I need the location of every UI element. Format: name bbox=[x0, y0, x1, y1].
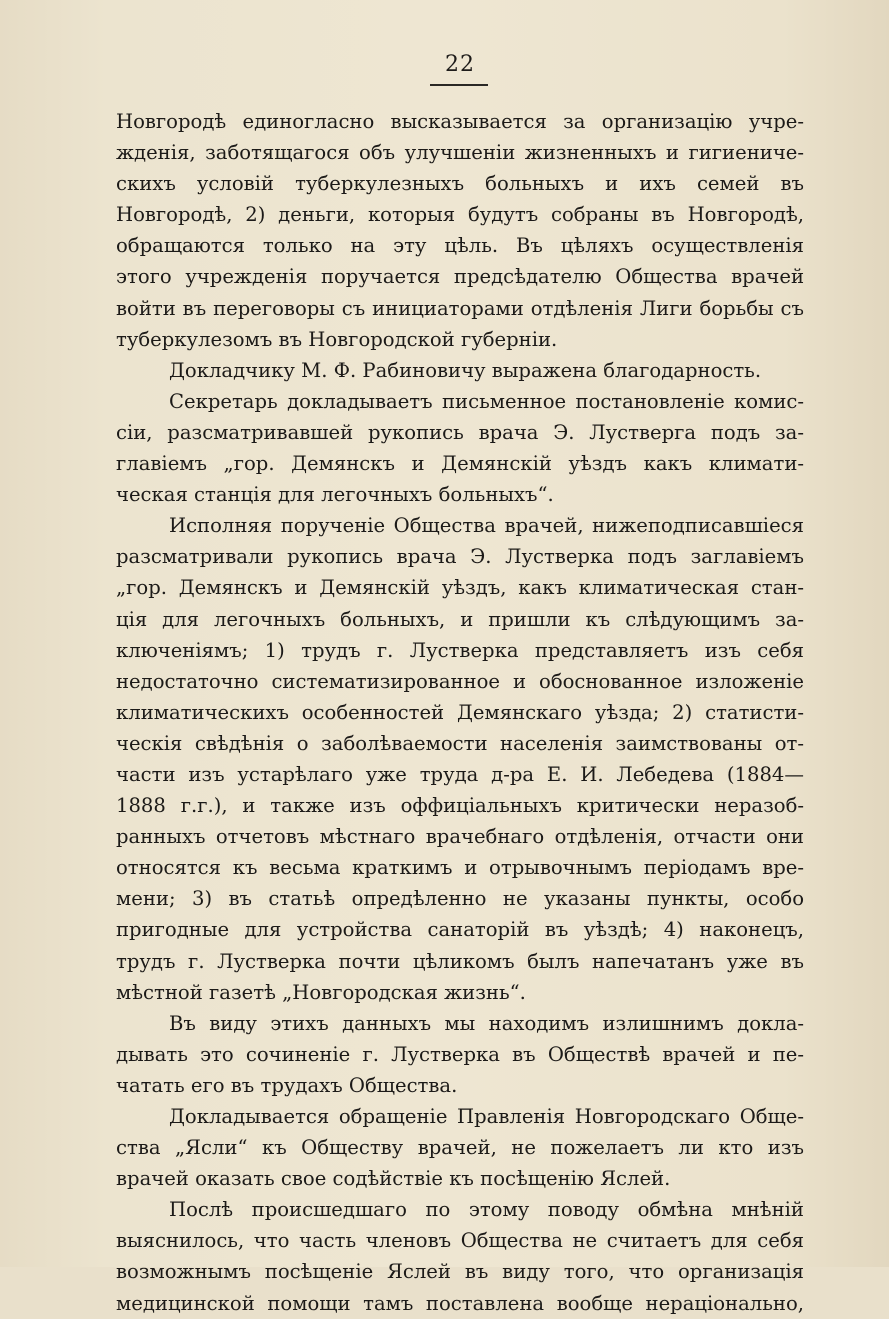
text-line: Новгородѣ, 2) деньги, которыя будутъ собраны въ Новгородѣ, bbox=[116, 203, 804, 227]
text-line: Послѣ происшедшаго по этому поводу обмѣна мнѣній bbox=[169, 1198, 804, 1222]
text-line: возможнымъ посѣщеніе Яслей въ виду того, что организація bbox=[116, 1260, 804, 1284]
paragraph bbox=[116, 1008, 804, 1101]
text-line: войти въ переговоры съ инициаторами отдѣленія Лиги борьбы съ bbox=[116, 296, 804, 320]
text-line: Въ виду этихъ данныхъ мы находимъ излишнимъ докла- bbox=[169, 1011, 804, 1035]
text-line: врачей оказать свое содѣйствіе къ посѣщенію Яслей. bbox=[116, 1167, 671, 1191]
paragraph bbox=[116, 1194, 804, 1318]
text-line: Исполняя порученіе Общества врачей, нижеподписавшіеся bbox=[169, 514, 804, 538]
text-line: трудъ г. Лустверка почти цѣликомъ былъ напечатанъ уже въ bbox=[116, 949, 804, 973]
paragraph bbox=[116, 355, 804, 386]
text-line: ція для легочныхъ больныхъ, и пришли къ слѣдующимъ за- bbox=[116, 607, 804, 631]
text-line: части изъ устарѣлаго уже труда д-ра Е. И. Лебедева (1884— bbox=[116, 762, 804, 786]
text-line: этого учрежденія поручается предсѣдателю Общества врачей bbox=[116, 265, 804, 289]
page-number-underline bbox=[430, 84, 488, 86]
text-line: пригодные для устройства санаторій въ уѣздѣ; 4) наконецъ, bbox=[116, 918, 804, 942]
text-line: медицинской помощи тамъ поставлена вообще нераціонально, bbox=[116, 1291, 804, 1315]
page-number: 22 bbox=[445, 52, 475, 77]
text-line: ранныхъ отчетовъ мѣстнаго врачебнаго отдѣленія, отчасти они bbox=[116, 825, 804, 849]
text-line: разсматривали рукопись врача Э. Лустверка подъ заглавіемъ bbox=[116, 545, 804, 569]
text-line: главіемъ „гор. Демянскъ и Демянскій уѣздъ какъ климати- bbox=[116, 452, 804, 476]
text-line: туберкулезомъ въ Новгородской губерніи. bbox=[116, 327, 558, 351]
text-line: мѣстной газетѣ „Новгородская жизнь“. bbox=[116, 980, 526, 1004]
text-line: скихъ условій туберкулезныхъ больныхъ и ихъ семей въ bbox=[116, 172, 804, 196]
text-line: климатическихъ особенностей Демянскаго уѣзда; 2) статисти- bbox=[116, 700, 804, 724]
text-line: относятся къ весьма краткимъ и отрывочнымъ періодамъ вре- bbox=[116, 856, 804, 880]
text-line: Новгородѣ единогласно высказывается за организацію учре- bbox=[116, 110, 804, 133]
paragraph bbox=[116, 106, 804, 355]
text-line: 1888 г.г.), и также изъ оффиціальныхъ критически неразоб- bbox=[116, 794, 804, 818]
text-line: выяснилось, что часть членовъ Общества не считаетъ для себя bbox=[116, 1229, 804, 1253]
paragraph bbox=[116, 1101, 804, 1194]
text-line: обращаются только на эту цѣль. Въ цѣляхъ осуществленія bbox=[116, 234, 804, 258]
text-line: недостаточно систематизированное и обоснованное изложеніе bbox=[116, 669, 804, 693]
text-line: ческая станція для легочныхъ больныхъ“. bbox=[116, 483, 554, 507]
text-line: ческія свѣдѣнія о заболѣваемости населенія заимствованы от- bbox=[116, 731, 804, 755]
text-line: Секретарь докладываетъ письменное постановленіе комис- bbox=[169, 389, 804, 413]
text-line: Докладчику М. Ф. Рабиновичу выражена благодарность. bbox=[169, 358, 762, 382]
text-line: мени; 3) въ статьѣ опредѣленно не указаны пункты, особо bbox=[116, 887, 804, 911]
text-line: сіи, разсматривавшей рукопись врача Э. Лустверга подъ за- bbox=[116, 420, 804, 444]
text-line: Докладывается обращеніе Правленія Новгородскаго Обще- bbox=[169, 1105, 804, 1128]
body-text bbox=[116, 106, 804, 1319]
paragraph bbox=[116, 386, 804, 510]
text-line: „гор. Демянскъ и Демянскій уѣздъ, какъ климатическая стан- bbox=[116, 576, 804, 600]
text-line: ства „Ясли“ къ Обществу врачей, не пожелаетъ ли кто изъ bbox=[116, 1136, 804, 1160]
text-line: чатать его въ трудахъ Общества. bbox=[116, 1073, 458, 1097]
text-line: жденія, заботящагося объ улучшеніи жизненныхъ и гигиениче- bbox=[116, 141, 804, 165]
text-line: ключеніямъ; 1) трудъ г. Лустверка представляетъ изъ себя bbox=[116, 638, 804, 662]
text-line: дывать это сочиненіе г. Лустверка въ Обществѣ врачей и пе- bbox=[116, 1042, 804, 1066]
paragraph bbox=[116, 510, 804, 1008]
